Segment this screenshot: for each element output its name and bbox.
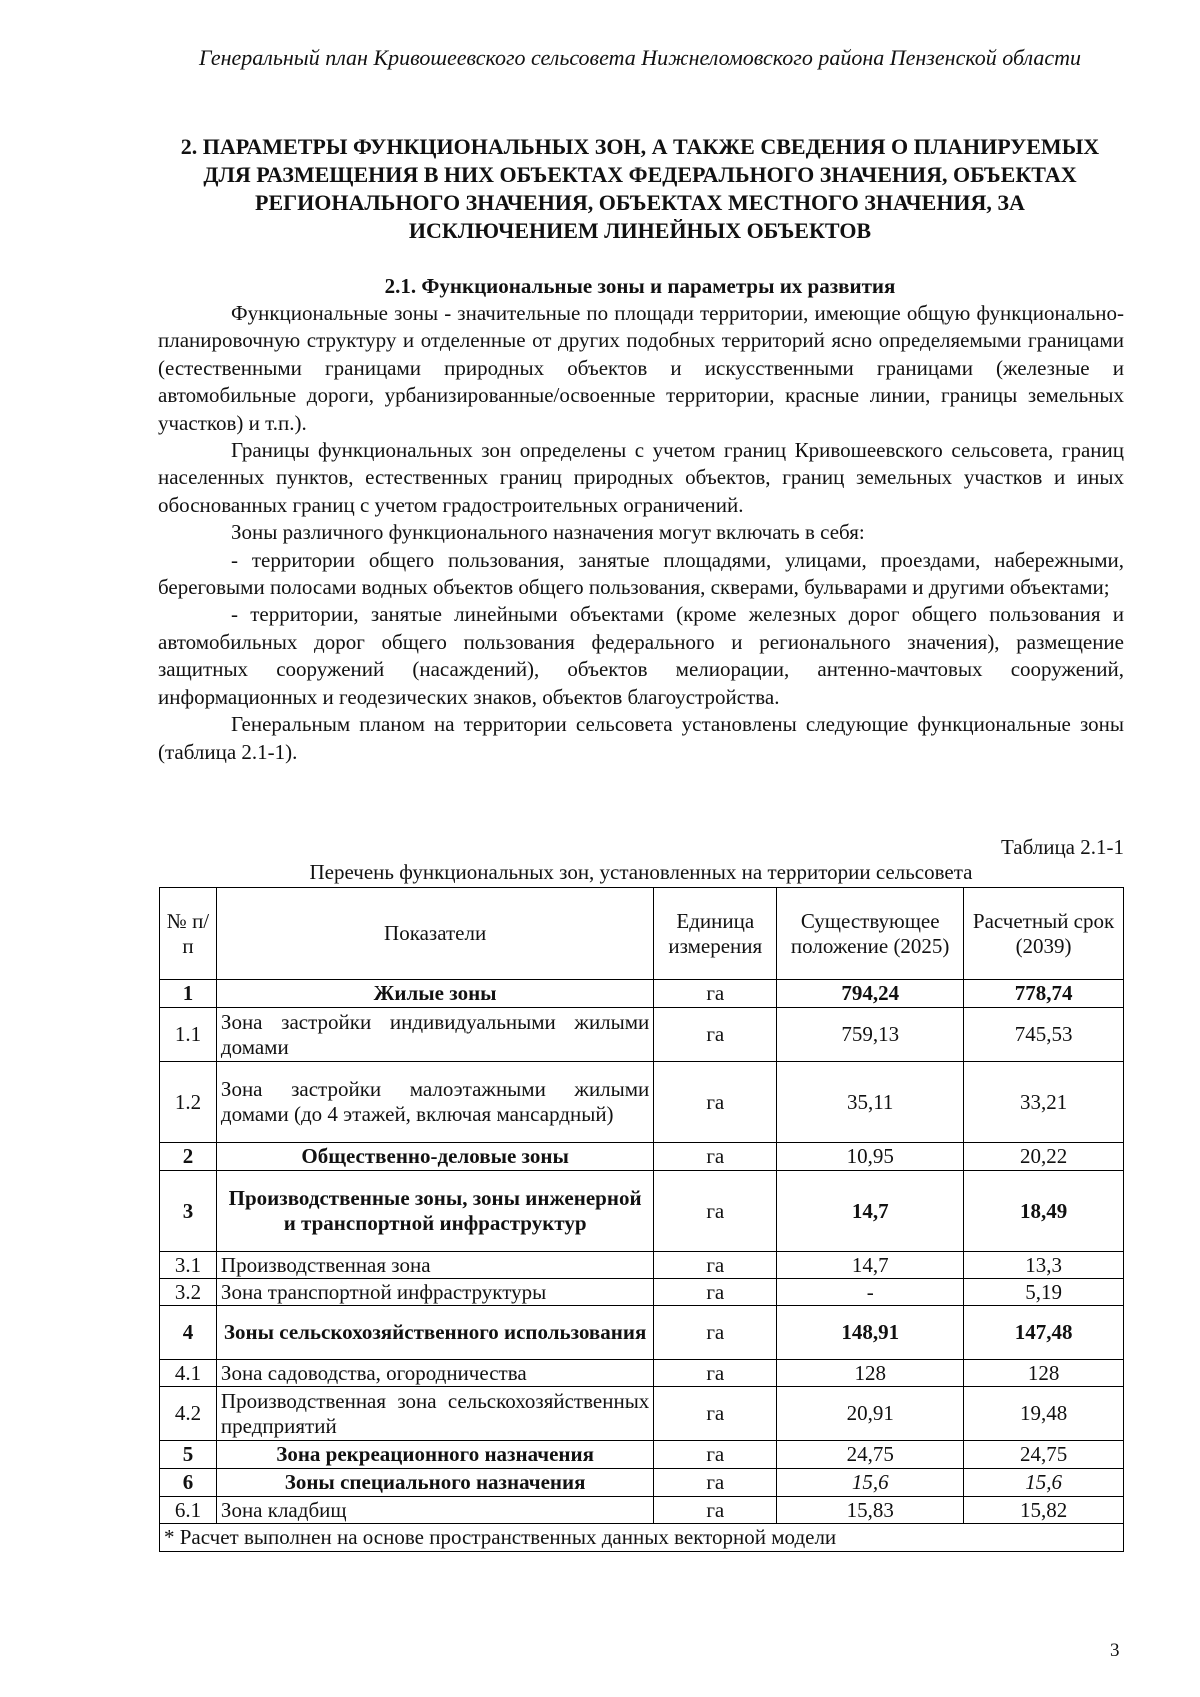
row-name: Зона садоводства, огородничества [216,1360,653,1387]
row-num: 1 [160,980,217,1008]
table-row [160,1387,1124,1441]
header-unit: Единица измерения [654,888,777,980]
row-calc: 24,75 [964,1441,1124,1469]
table-row [160,1306,1124,1360]
row-calc: 147,48 [964,1306,1124,1360]
row-current: 794,24 [777,980,964,1008]
row-num: 1.1 [160,1008,217,1062]
row-num: 1.2 [160,1062,217,1143]
table-header-row [160,888,1124,980]
paragraph: Зоны различного функционального назначения могут включать в себя: [231,520,865,545]
table-row [160,1441,1124,1469]
row-name: Зона кладбищ [216,1497,653,1524]
row-calc: 20,22 [964,1143,1124,1171]
table-row [160,1360,1124,1387]
row-current: 14,7 [777,1252,964,1279]
row-current: - [777,1279,964,1306]
header-num: № п/п [160,888,217,980]
row-current: 148,91 [777,1306,964,1360]
subsection-heading: 2.1. Функциональные зоны и параметры их развития [384,274,896,298]
table-row [160,1497,1124,1524]
row-name: Зона застройки индивидуальными жилыми домами [216,1008,653,1062]
row-calc: 33,21 [964,1062,1124,1143]
table-row [160,1469,1124,1497]
row-num: 3.2 [160,1279,217,1306]
row-num: 5 [160,1441,217,1469]
header-calc: Расчетный срок (2039) [964,888,1124,980]
paragraph: Границы функциональных зон определены с учетом границ Кривошеевского сельсовета, границ населенных пунктов, естественных границ природных объектов, границ земельных участков и иных обоснованных границ с учетом градостроительных ограничений. [158,438,1124,517]
row-num: 6 [160,1469,217,1497]
table-number-label: Таблица 2.1-1 [1000,835,1124,859]
page-number: 3 [1110,1640,1120,1661]
table-row [160,1252,1124,1279]
section-heading: 2. ПАРАМЕТРЫ ФУНКЦИОНАЛЬНЫХ ЗОН, А ТАКЖЕ СВЕДЕНИЯ О ПЛАНИРУЕМЫХ ДЛЯ РАЗМЕЩЕНИЯ В НИХ ОБЪЕКТАХ ФЕДЕРАЛЬНОГО ЗНАЧЕНИЯ, ОБЪЕКТАХ РЕГИОНАЛЬНОГО ЗНАЧЕНИЯ, ОБЪЕКТАХ МЕСТНОГО ЗНАЧЕНИЯ, ЗА ИСКЛЮЧЕНИЕМ ЛИНЕЙНЫХ ОБЪЕКТОВ [180,134,1100,243]
row-current: 24,75 [777,1441,964,1469]
row-current: 10,95 [777,1143,964,1171]
table-row [160,1279,1124,1306]
functional-zones-table [159,887,1124,1552]
row-calc: 15,6 [964,1469,1124,1497]
table-row [160,1171,1124,1252]
row-calc: 5,19 [964,1279,1124,1306]
row-current: 20,91 [777,1387,964,1441]
table-row [160,1008,1124,1062]
row-unit: га [654,1441,777,1469]
table-caption: Перечень функциональных зон, установленных на территории сельсовета [309,860,973,884]
row-unit: га [654,980,777,1008]
row-calc: 19,48 [964,1387,1124,1441]
header-current: Существующее положение (2025) [777,888,964,980]
row-unit: га [654,1497,777,1524]
row-num: 4.2 [160,1387,217,1441]
row-unit: га [654,1252,777,1279]
row-num: 3 [160,1171,217,1252]
row-unit: га [654,1008,777,1062]
paragraph: Генеральным планом на территории сельсовета установлены следующие функциональные зоны (таблица 2.1-1). [158,712,1124,764]
body-text [158,300,1124,766]
row-num: 4.1 [160,1360,217,1387]
list-item: - территории общего пользования, занятые площадями, улицами, проездами, набережными, береговыми полосами водных объектов общего пользования, скверами, бульварами и другими объектами; [158,547,1124,600]
row-current: 15,83 [777,1497,964,1524]
row-unit: га [654,1062,777,1143]
row-unit: га [654,1279,777,1306]
row-unit: га [654,1171,777,1252]
row-unit: га [654,1360,777,1387]
row-name: Общественно-деловые зоны [216,1143,653,1171]
paragraph: Функциональные зоны - значительные по площади территории, имеющие общую функционально-планировочную структуру и отделенные от других подобных территорий ясно определяемыми границами (естественными границами природных объектов и искусственными границами (железные и автомобильные дороги, урбанизированные/освоенные территории, красные линии, границы земельных участков) и т.п.). [158,301,1124,435]
header-indicator: Показатели [216,888,653,980]
row-calc: 18,49 [964,1171,1124,1252]
row-num: 4 [160,1306,217,1360]
table-row [160,980,1124,1008]
table-row [160,1062,1124,1143]
row-current: 14,7 [777,1171,964,1252]
document-header: Генеральный план Кривошеевского сельсовета Нижнеломовского района Пензенской области [198,45,1082,70]
table-footnote: * Расчет выполнен на основе пространственных данных векторной модели [160,1524,1124,1552]
row-current: 35,11 [777,1062,964,1143]
row-current: 759,13 [777,1008,964,1062]
row-num: 6.1 [160,1497,217,1524]
row-name: Зона застройки малоэтажными жилыми домами (до 4 этажей, включая мансардный) [216,1062,653,1143]
row-unit: га [654,1143,777,1171]
row-unit: га [654,1387,777,1441]
row-name: Производственные зоны, зоны инженерной и транспортной инфраструктур [216,1171,653,1252]
table-row [160,1143,1124,1171]
row-unit: га [654,1469,777,1497]
row-name: Жилые зоны [216,980,653,1008]
row-calc: 745,53 [964,1008,1124,1062]
row-name: Зоны сельскохозяйственного использования [216,1306,653,1360]
row-name: Производственная зона [216,1252,653,1279]
row-name: Зона транспортной инфраструктуры [216,1279,653,1306]
list-item: - территории, занятые линейными объектами (кроме железных дорог общего пользования и автомобильных дорог общего пользования федерального и регионального значения), размещение защитных сооружений (насаждений), объектов мелиорации, антенно-мачтовых сооружений, информационных и геодезических знаков, объектов благоустройства. [158,602,1124,709]
row-calc: 15,82 [964,1497,1124,1524]
row-name: Зоны специального назначения [216,1469,653,1497]
row-unit: га [654,1306,777,1360]
row-calc: 13,3 [964,1252,1124,1279]
row-name: Производственная зона сельскохозяйственных предприятий [216,1387,653,1441]
row-current: 128 [777,1360,964,1387]
row-calc: 778,74 [964,980,1124,1008]
row-calc: 128 [964,1360,1124,1387]
table-footnote-row [160,1524,1124,1552]
row-current: 15,6 [777,1469,964,1497]
row-num: 2 [160,1143,217,1171]
row-num: 3.1 [160,1252,217,1279]
row-name: Зона рекреационного назначения [216,1441,653,1469]
